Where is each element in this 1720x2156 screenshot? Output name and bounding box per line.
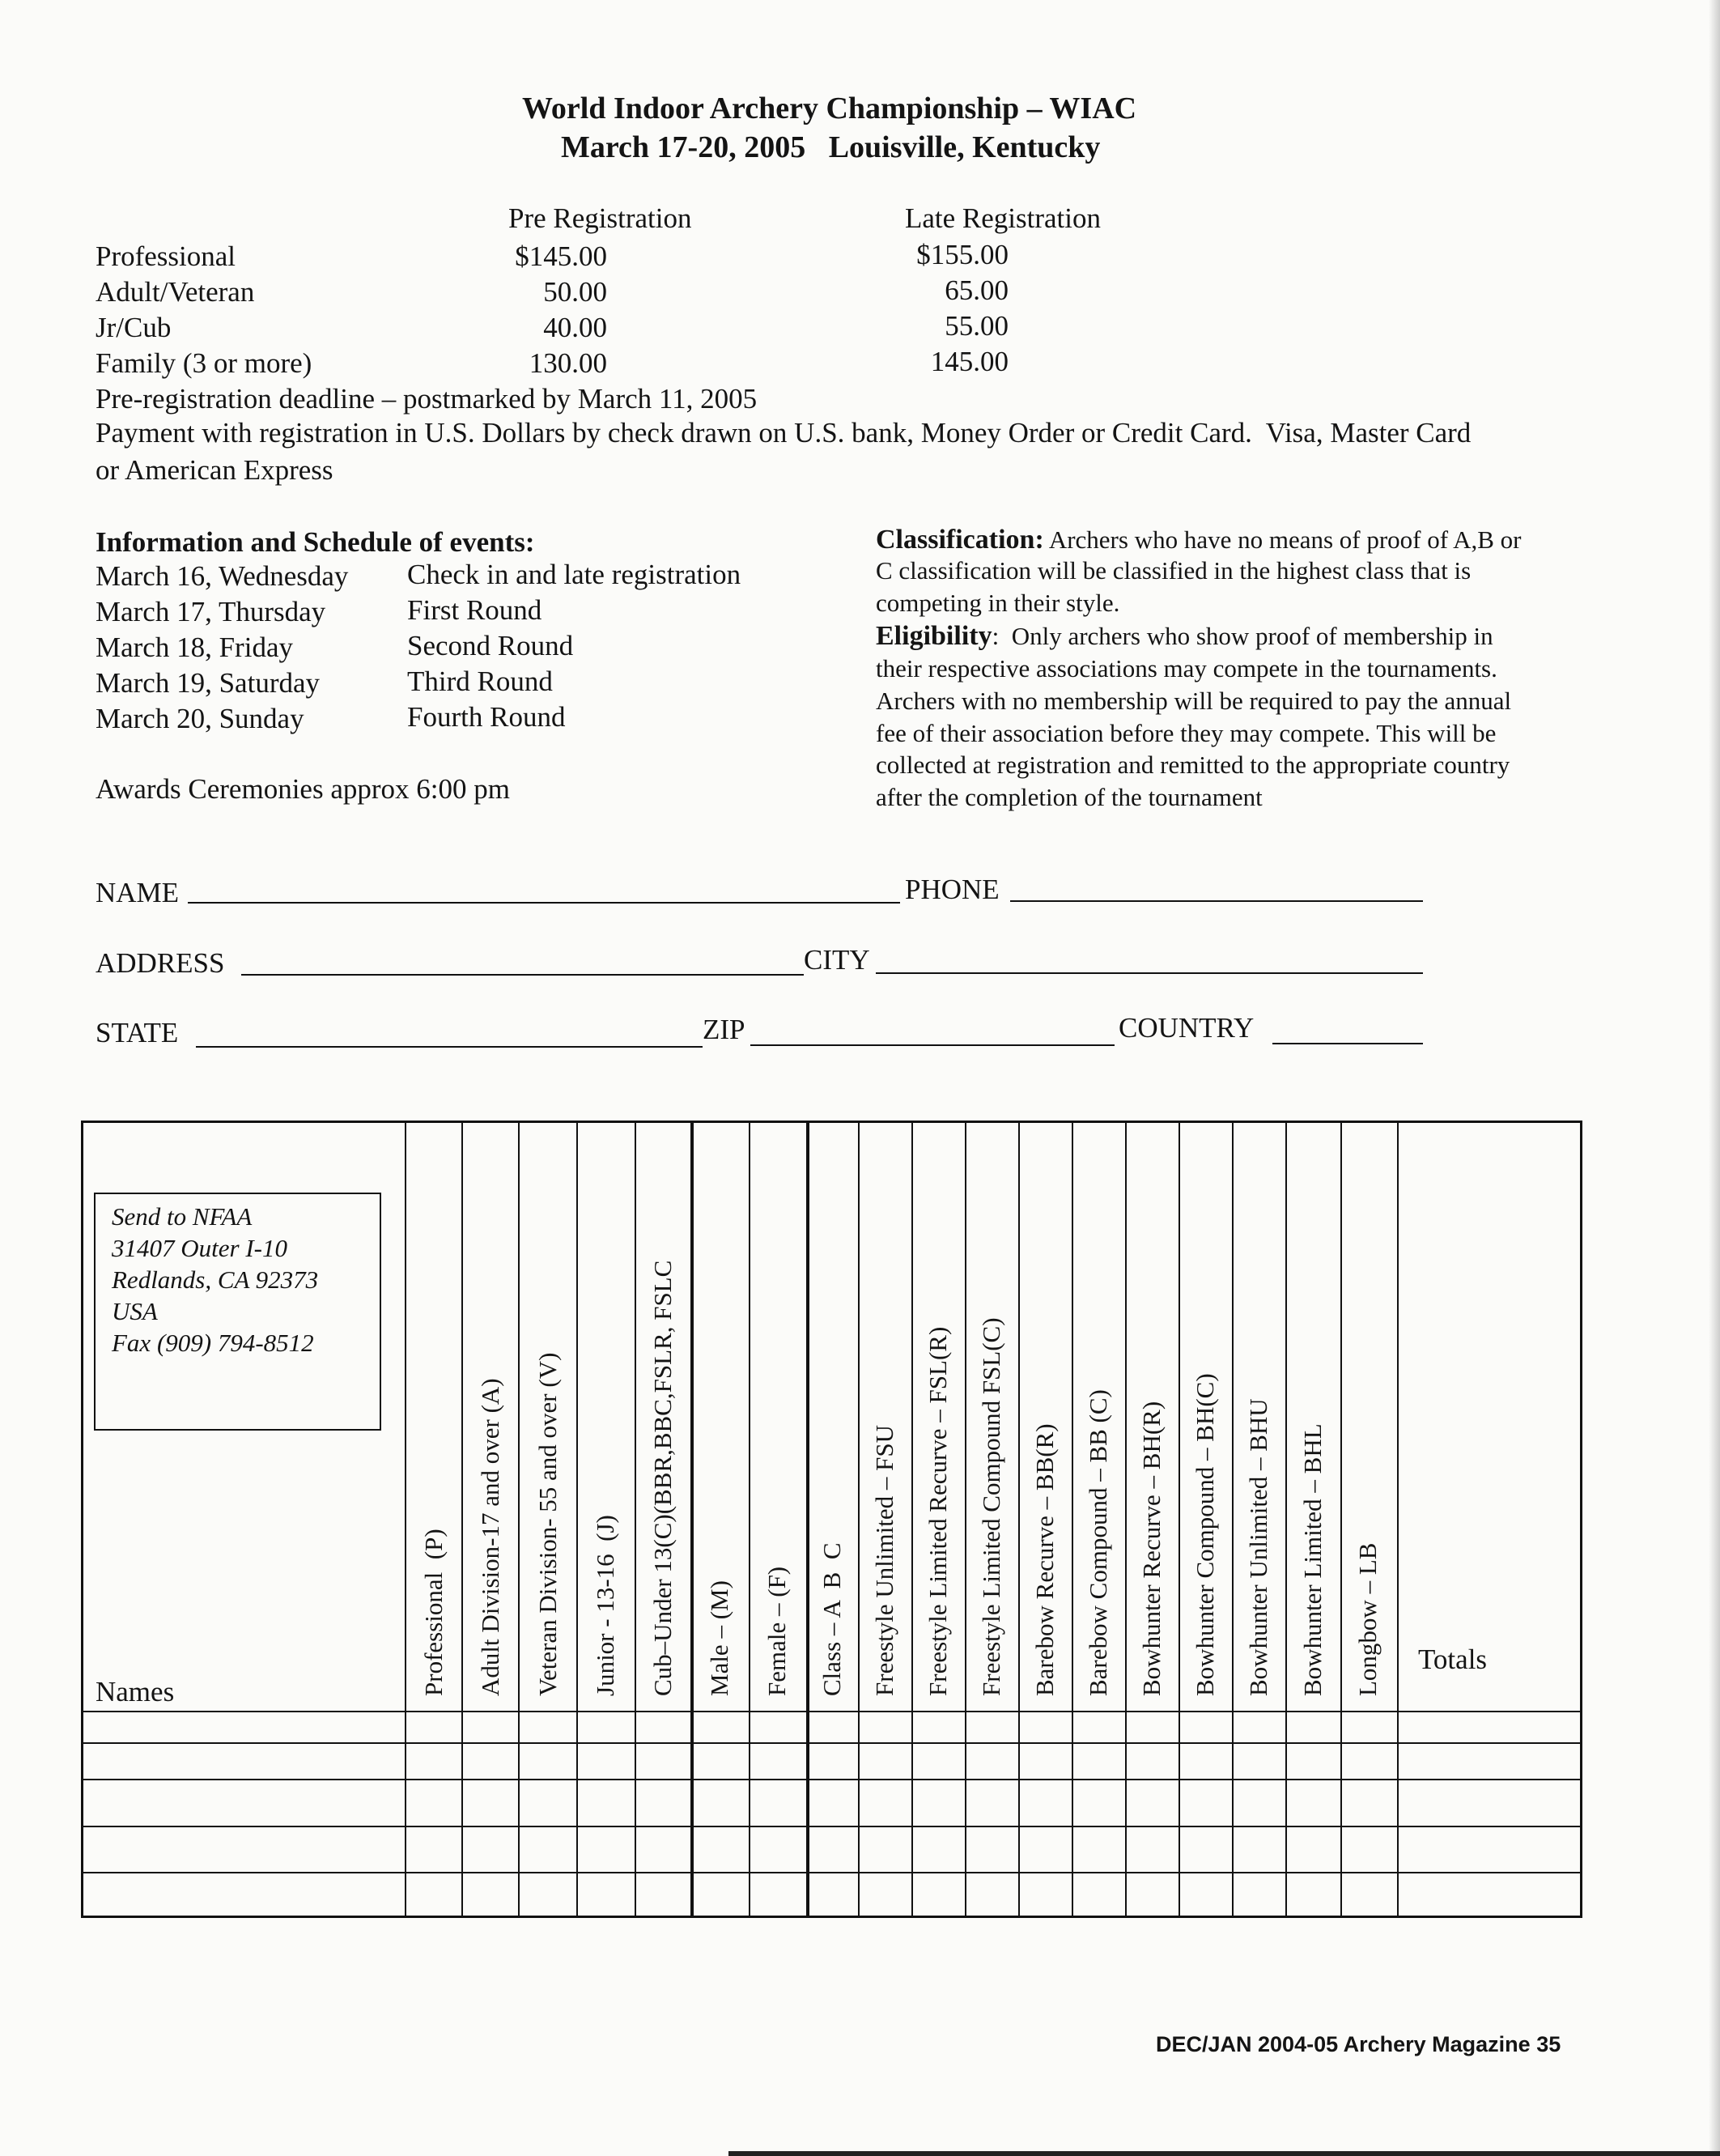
eligibility-line-4: fee of their association before they may compete. This will be xyxy=(876,719,1497,747)
eligibility-text: : Only archers who show proof of membership in xyxy=(992,622,1493,650)
column-header-fslr: Freestyle Limited Recurve – FSL(R) xyxy=(924,1326,952,1696)
zip-input[interactable] xyxy=(750,1044,1115,1046)
fee-label: Adult/Veteran xyxy=(96,276,255,308)
names-header: Names xyxy=(96,1676,175,1707)
send-to-line: USA xyxy=(112,1297,158,1325)
column-divider xyxy=(1018,1122,1020,1916)
page-edge-shadow xyxy=(1709,0,1720,2156)
send-to-line: Redlands, CA 92373 xyxy=(112,1265,319,1294)
column-header-lb: Longbow – LB xyxy=(1353,1542,1382,1696)
row-divider xyxy=(83,1826,1581,1827)
column-divider xyxy=(1397,1122,1399,1916)
column-divider xyxy=(461,1122,463,1916)
send-to-line: Send to NFAA xyxy=(112,1202,253,1231)
column-header-bbr: Barebow Recurve – BB(R) xyxy=(1030,1423,1059,1696)
eligibility-line-5: collected at registration and remitted to the appropriate country xyxy=(876,751,1510,779)
classification-line-2: C classification will be classified in the highest class that is xyxy=(876,556,1472,585)
fee-pre: 40.00 xyxy=(543,312,607,343)
column-header-bhr: Bowhunter Recurve – BH(R) xyxy=(1137,1401,1166,1696)
column-header-veteran: Veteran Division- 55 and over (V) xyxy=(533,1352,562,1696)
schedule-date: March 20, Sunday xyxy=(96,703,304,734)
row-divider xyxy=(83,1711,1581,1712)
column-divider xyxy=(405,1122,406,1916)
schedule-event: First Round xyxy=(407,594,542,626)
column-divider xyxy=(1179,1122,1180,1916)
column-header-bhu: Bowhunter Unlimited – BHU xyxy=(1244,1398,1272,1696)
eligibility-line-3: Archers with no membership will be required to pay the annual xyxy=(876,687,1512,715)
eligibility-line-6: after the completion of the tournament xyxy=(876,783,1263,811)
column-header-female: Female – (F) xyxy=(762,1566,791,1696)
classification-text: Archers who have no means of proof of A,B or xyxy=(1043,525,1522,554)
address-label: ADDRESS xyxy=(96,947,225,979)
column-header-bhc: Bowhunter Compound – BH(C) xyxy=(1191,1373,1219,1696)
fee-late: 145.00 xyxy=(930,346,1009,377)
phone-label: PHONE xyxy=(905,874,1000,905)
zip-label: ZIP xyxy=(703,1014,745,1045)
title-line-2: March 17-20, 2005 Louisville, Kentucky xyxy=(561,130,1101,164)
state-label: STATE xyxy=(96,1017,179,1048)
column-divider xyxy=(749,1122,750,1916)
column-divider xyxy=(965,1122,966,1916)
page-footer: DEC/JAN 2004-05 Archery Magazine 35 xyxy=(1156,2032,1561,2056)
pre-registration-header: Pre Registration xyxy=(508,202,692,234)
column-divider xyxy=(576,1122,578,1916)
column-divider xyxy=(858,1122,860,1916)
state-input[interactable] xyxy=(196,1046,703,1048)
address-input[interactable] xyxy=(241,974,804,976)
city-input[interactable] xyxy=(876,972,1423,974)
fee-pre: 130.00 xyxy=(529,347,607,379)
column-divider xyxy=(1285,1122,1287,1916)
country-input[interactable] xyxy=(1272,1043,1423,1044)
column-header-adult: Adult Division-17 and over (A) xyxy=(476,1378,504,1696)
column-divider xyxy=(518,1122,520,1916)
classification-line-1 xyxy=(876,525,1522,555)
late-registration-header: Late Registration xyxy=(905,202,1102,234)
fee-late: 65.00 xyxy=(945,274,1009,306)
column-divider xyxy=(911,1122,913,1916)
column-divider xyxy=(806,1122,809,1916)
schedule-date: March 18, Friday xyxy=(96,631,293,663)
schedule-heading: Information and Schedule of events: xyxy=(96,526,535,558)
name-input[interactable] xyxy=(188,902,900,904)
send-to-line: Fax (909) 794-8512 xyxy=(112,1329,314,1357)
row-divider xyxy=(83,1742,1581,1744)
column-divider xyxy=(1125,1122,1127,1916)
column-header-junior: Junior - 13-16 (J) xyxy=(591,1515,619,1696)
name-label: NAME xyxy=(96,877,180,908)
fee-pre: 50.00 xyxy=(543,276,607,308)
column-divider xyxy=(1340,1122,1342,1916)
column-divider xyxy=(1072,1122,1073,1916)
awards-text: Awards Ceremonies approx 6:00 pm xyxy=(96,773,510,805)
payment-text-line-2: or American Express xyxy=(96,454,333,486)
send-to-line: 31407 Outer I-10 xyxy=(112,1234,287,1262)
fee-pre: $145.00 xyxy=(515,240,607,272)
column-header-class: Class – A B C xyxy=(818,1542,846,1696)
schedule-event: Second Round xyxy=(407,630,574,661)
column-header-bbc: Barebow Compound – BB (C) xyxy=(1084,1389,1112,1696)
classification-heading: Classification: xyxy=(876,525,1044,555)
column-header-cub: Cub–Under 13(C)(BBR,BBC,FSLR, FSLC xyxy=(648,1260,677,1696)
row-divider xyxy=(83,1872,1581,1873)
schedule-event: Fourth Round xyxy=(407,701,566,733)
schedule-event: Third Round xyxy=(407,666,553,697)
page-bottom-edge xyxy=(728,2151,1720,2156)
classification-line-3: competing in their style. xyxy=(876,589,1120,617)
fee-label: Jr/Cub xyxy=(96,312,172,343)
column-header-professional: Professional (P) xyxy=(419,1529,448,1696)
fee-label: Family (3 or more) xyxy=(96,347,312,379)
payment-text-line-1: Payment with registration in U.S. Dollars by check drawn on U.S. bank, Money Order or Credit Card. Visa, Master Card xyxy=(96,417,1472,449)
column-divider xyxy=(690,1122,694,1916)
eligibility-line-1 xyxy=(876,621,1493,652)
column-header-male: Male – (M) xyxy=(705,1580,733,1696)
phone-input[interactable] xyxy=(1010,900,1423,902)
column-divider xyxy=(1232,1122,1234,1916)
city-label: CITY xyxy=(804,944,870,976)
column-header-fsu: Freestyle Unlimited – FSU xyxy=(870,1425,898,1696)
column-divider xyxy=(635,1122,636,1916)
eligibility-heading: Eligibility xyxy=(876,621,992,651)
country-label: COUNTRY xyxy=(1119,1012,1255,1044)
send-to-box xyxy=(94,1193,381,1431)
fee-late: 55.00 xyxy=(945,310,1009,342)
fee-late: $155.00 xyxy=(916,239,1009,270)
schedule-date: March 17, Thursday xyxy=(96,596,326,627)
schedule-event: Check in and late registration xyxy=(407,559,741,590)
fee-label: Professional xyxy=(96,240,236,272)
column-header-fslc: Freestyle Limited Compound FSL(C) xyxy=(977,1317,1005,1696)
deadline-text: Pre-registration deadline – postmarked by March 11, 2005 xyxy=(96,383,758,415)
schedule-date: March 19, Saturday xyxy=(96,667,321,699)
title-line-1: World Indoor Archery Championship – WIAC xyxy=(522,91,1137,125)
schedule-date: March 16, Wednesday xyxy=(96,560,349,592)
eligibility-line-2: their respective associations may compete in the tournaments. xyxy=(876,654,1497,683)
totals-header: Totals xyxy=(1418,1644,1488,1675)
row-divider xyxy=(83,1779,1581,1780)
column-header-bhl: Bowhunter Limited – BHL xyxy=(1298,1423,1327,1696)
